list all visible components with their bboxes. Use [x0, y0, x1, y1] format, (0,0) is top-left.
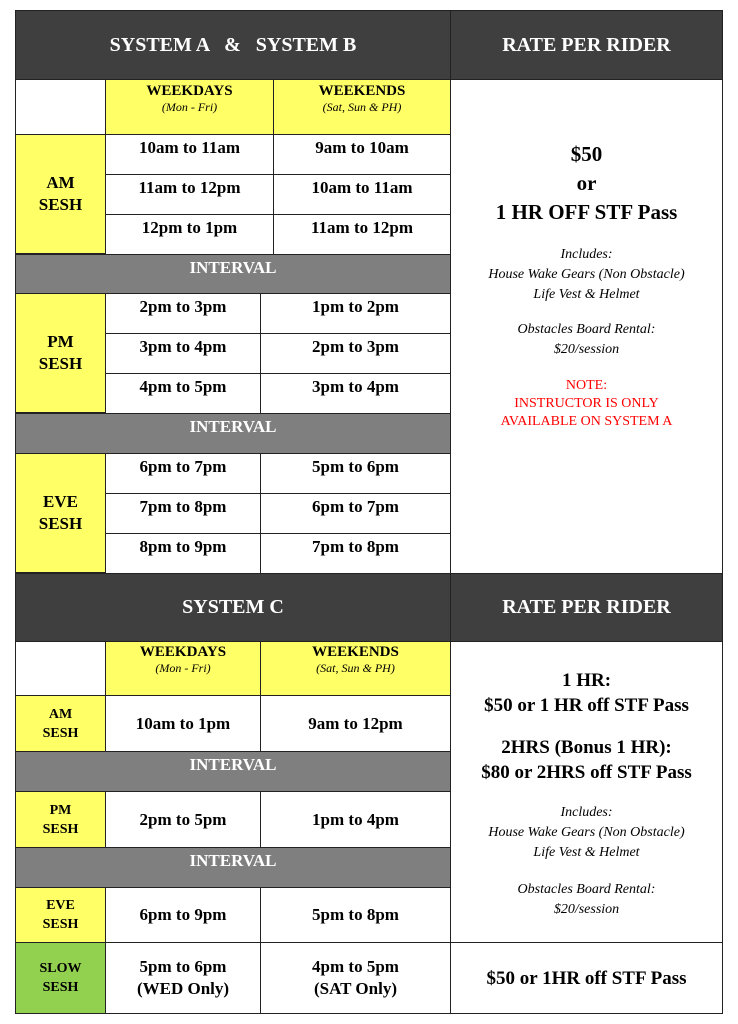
time-slot: 3pm to 4pm — [139, 337, 227, 356]
time-slot: 11am to 12pm — [311, 218, 413, 237]
note-title: NOTE: — [565, 378, 608, 393]
am-label-2: SESH — [38, 195, 83, 214]
obstacles-price: $20/session — [553, 342, 620, 357]
pm-label-1: PM — [49, 802, 72, 818]
system-c-am-label — [15, 695, 106, 752]
system-c-interval-2 — [15, 847, 451, 888]
two-hr-title: 2HRS (Bonus 1 HR): — [501, 737, 672, 758]
time-slot: 4pm to 5pm — [312, 957, 399, 976]
rate-price-3: 1 HR OFF STF Pass — [495, 200, 678, 224]
weekdays-label: WEEKDAYS — [146, 83, 233, 99]
time-slot: 12pm to 1pm — [141, 218, 238, 237]
time-slot: 1pm to 4pm — [312, 809, 399, 829]
system-ab-eve-weekday-3 — [105, 533, 261, 574]
note-line-1: INSTRUCTOR IS ONLY — [514, 396, 659, 411]
system-c-am-weekday — [105, 695, 261, 752]
time-slot: 3pm to 4pm — [312, 377, 399, 396]
system-ab-am-weekday-3 — [105, 214, 274, 255]
one-hr-price: $50 or 1 HR off STF Pass — [484, 695, 689, 716]
time-slot-note: (WED Only) — [136, 979, 230, 998]
am-label-1: AM — [48, 706, 73, 722]
pm-label-1: PM — [47, 332, 74, 351]
slow-label-1: SLOW — [39, 961, 82, 976]
eve-label-1: EVE — [43, 492, 78, 511]
includes-line-2: Life Vest & Helmet — [533, 287, 640, 302]
am-label-2: SESH — [42, 725, 79, 741]
system-ab-am-weekend-3 — [273, 214, 451, 255]
obstacles-title: Obstacles Board Rental: — [517, 322, 656, 337]
time-slot: 10am to 1pm — [135, 713, 231, 733]
system-c-pm-label — [15, 791, 106, 848]
system-c-slow-rate — [450, 942, 723, 1014]
system-ab-eve-label — [15, 453, 106, 573]
system-ab-rate-header — [450, 10, 723, 80]
system-ab-eve-weekend-1 — [260, 453, 451, 494]
two-hr-price: $80 or 2HRS off STF Pass — [481, 762, 692, 783]
am-label-1: AM — [46, 173, 75, 192]
system-ab-pm-weekend-3 — [260, 373, 451, 414]
pm-label-2: SESH — [42, 821, 79, 837]
rate-price-2: or — [576, 171, 597, 195]
time-slot: 9am to 10am — [315, 138, 409, 157]
system-ab-rate-panel — [450, 79, 723, 574]
system-ab-pm-weekend-2 — [260, 333, 451, 374]
interval-label: INTERVAL — [189, 755, 277, 774]
time-slot: 9am to 12pm — [308, 713, 403, 733]
eve-label-2: SESH — [42, 917, 79, 932]
interval-label: INTERVAL — [189, 258, 277, 277]
system-ab-am-weekday-2 — [105, 174, 274, 215]
pm-label-2: SESH — [38, 354, 83, 373]
system-c-title-text: SYSTEM C — [182, 596, 284, 618]
system-ab-interval-2 — [15, 413, 451, 454]
weekdays-label: WEEKDAYS — [139, 644, 227, 660]
time-slot: 4pm to 5pm — [139, 377, 227, 396]
time-slot-note: (SAT Only) — [314, 979, 397, 998]
system-c-rate-header-text: RATE PER RIDER — [502, 596, 671, 618]
weekends-label: WEEKENDS — [318, 83, 406, 99]
time-slot: 6pm to 7pm — [139, 457, 227, 476]
time-slot: 6pm to 7pm — [312, 497, 399, 516]
system-c-slow-weekday — [105, 942, 261, 1014]
system-c-slow-label — [15, 942, 106, 1014]
system-c-slow-weekend — [260, 942, 451, 1014]
time-slot: 2pm to 3pm — [139, 297, 227, 316]
system-ab-am-weekend-1 — [273, 134, 451, 175]
system-ab-title-text: SYSTEM A & SYSTEM B — [109, 33, 357, 56]
system-c-interval-1 — [15, 751, 451, 792]
system-ab-pm-label — [15, 293, 106, 413]
includes-title: Includes: — [560, 805, 613, 820]
rate-price-1: $50 — [570, 142, 603, 166]
time-slot: 10am to 11am — [311, 178, 413, 197]
system-ab-weekends-header — [273, 79, 451, 135]
weekends-label: WEEKENDS — [312, 644, 399, 660]
system-c-weekends-header — [260, 641, 451, 696]
system-c-eve-weekday — [105, 887, 261, 943]
system-c-rate-panel — [450, 641, 723, 943]
weekdays-sub: (Mon - Fri) — [161, 100, 218, 114]
system-c-title — [15, 573, 451, 642]
slow-price: $50 or 1HR off STF Pass — [486, 967, 687, 989]
one-hr-title: 1 HR: — [561, 670, 612, 691]
system-ab-weekdays-header — [105, 79, 274, 135]
eve-label-1: EVE — [46, 898, 75, 913]
weekends-sub: (Sat, Sun & PH) — [322, 100, 402, 114]
slow-label-2: SESH — [42, 980, 79, 995]
system-c-rate-header — [450, 573, 723, 642]
system-ab-am-label — [15, 134, 106, 254]
system-c-weekdays-header — [105, 641, 261, 696]
time-slot: 1pm to 2pm — [312, 297, 399, 316]
system-ab-rate-header-text: RATE PER RIDER — [502, 33, 671, 56]
time-slot: 2pm to 5pm — [139, 809, 227, 829]
time-slot: 7pm to 8pm — [139, 497, 227, 516]
system-c-eve-weekend — [260, 887, 451, 943]
obstacles-price: $20/session — [553, 902, 620, 917]
includes-line-1: House Wake Gears (Non Obstacle) — [488, 825, 685, 840]
system-ab-pm-weekday-2 — [105, 333, 261, 374]
time-slot: 2pm to 3pm — [312, 337, 399, 356]
system-ab-title — [15, 10, 451, 80]
time-slot: 5pm to 8pm — [312, 905, 399, 924]
system-c-corner — [15, 641, 106, 696]
note-line-2: AVAILABLE ON SYSTEM A — [500, 414, 673, 429]
system-ab-am-weekend-2 — [273, 174, 451, 215]
system-ab-pm-weekend-1 — [260, 293, 451, 334]
time-slot: 5pm to 6pm — [312, 457, 399, 476]
system-ab-interval-1 — [15, 254, 451, 294]
system-c-eve-label — [15, 887, 106, 943]
system-ab-eve-weekend-2 — [260, 493, 451, 534]
system-ab-corner — [15, 79, 106, 135]
interval-label: INTERVAL — [189, 417, 277, 436]
time-slot: 5pm to 6pm — [139, 957, 227, 976]
time-slot: 10am to 11am — [138, 138, 241, 157]
system-ab-am-weekday-1 — [105, 134, 274, 175]
time-slot: 7pm to 8pm — [312, 537, 399, 556]
obstacles-title: Obstacles Board Rental: — [517, 882, 656, 897]
system-c-pm-weekend — [260, 791, 451, 848]
weekdays-sub: (Mon - Fri) — [155, 661, 211, 675]
time-slot: 11am to 12pm — [138, 178, 241, 197]
system-c-am-weekend — [260, 695, 451, 752]
includes-line-1: House Wake Gears (Non Obstacle) — [488, 267, 685, 282]
weekends-sub: (Sat, Sun & PH) — [316, 661, 395, 675]
system-ab-eve-weekday-2 — [105, 493, 261, 534]
system-c-pm-weekday — [105, 791, 261, 848]
interval-label: INTERVAL — [189, 851, 277, 870]
system-ab-pm-weekday-1 — [105, 293, 261, 334]
time-slot: 8pm to 9pm — [139, 537, 227, 556]
system-ab-eve-weekday-1 — [105, 453, 261, 494]
time-slot: 6pm to 9pm — [139, 905, 227, 924]
eve-label-2: SESH — [38, 514, 83, 533]
includes-title: Includes: — [560, 247, 613, 262]
includes-line-2: Life Vest & Helmet — [533, 845, 640, 860]
system-ab-pm-weekday-3 — [105, 373, 261, 414]
system-ab-eve-weekend-3 — [260, 533, 451, 574]
